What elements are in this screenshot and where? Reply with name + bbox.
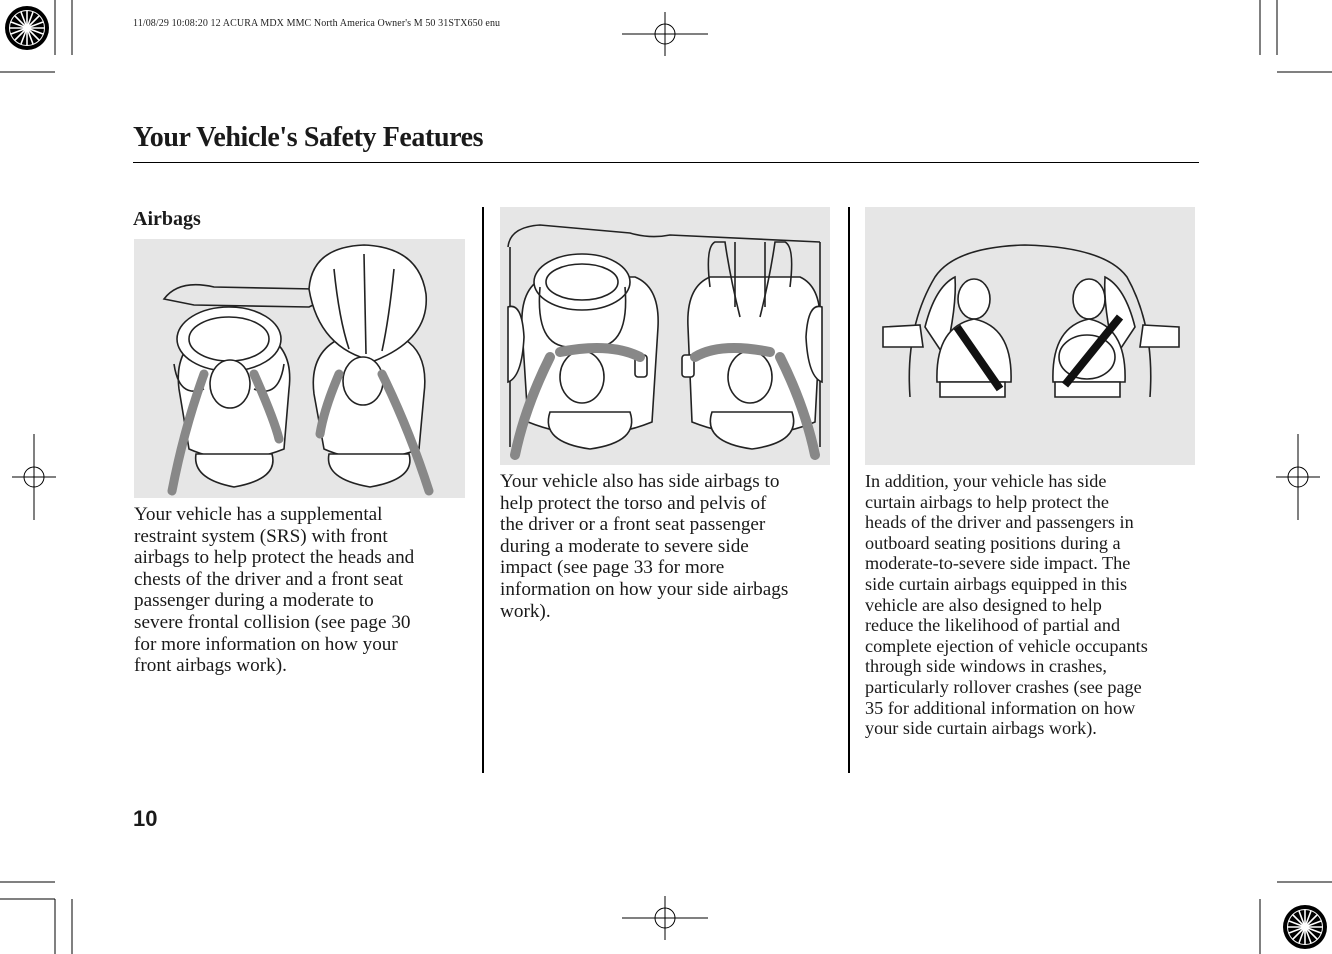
title-rule: [133, 162, 1199, 163]
front-airbags-description: Your vehicle has a supplemental restraint system (SRS) with front airbags to help protect the heads and chests of the driver and a front seat passenger during a moderate to severe frontal collision (see page 30 for more information on how your front airbags work).: [134, 504, 415, 677]
side-airbags-illustration: [500, 207, 830, 465]
side-curtain-airbags-illustration: [865, 207, 1195, 465]
section-heading: Airbags: [133, 208, 201, 230]
front-airbags-illustration: [134, 239, 465, 498]
print-header: 11/08/29 10:08:20 12 ACURA MDX MMC North America Owner's M 50 31STX650 enu: [133, 18, 501, 29]
page-number: 10: [133, 806, 158, 831]
column-divider-2: [848, 207, 850, 773]
page-title: Your Vehicle's Safety Features: [133, 122, 484, 153]
side-curtain-airbags-description: In addition, your vehicle has side curtain airbags to help protect the heads of the driver and passengers in outboard seating positions during a moderate-to-severe side impact. The side curtain airbags equipped in this vehicle are also designed to help reduce the likelihood of partial and complete ejection of vehicle occupants through side windows in crashes, particularly rollover crashes (see page 35 for additional information on how your side curtain airbags work).: [865, 471, 1148, 739]
column-divider-1: [482, 207, 484, 773]
side-airbags-description: Your vehicle also has side airbags to help protect the torso and pelvis of the driver or a front seat passenger during a moderate to severe side impact (see page 33 for more information on how your side airbags work).: [500, 471, 789, 622]
